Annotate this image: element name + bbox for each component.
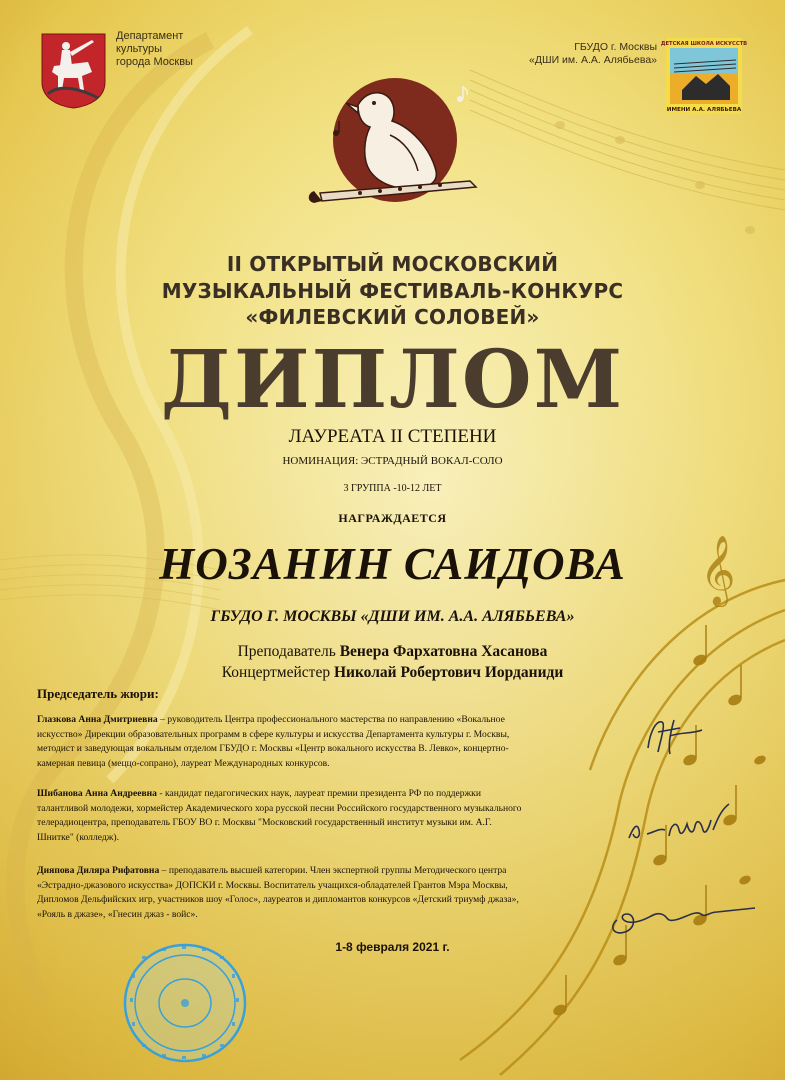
jury-member-text: «Эстрадно-джазового искусства» ДОПСКИ г. Москвы. Воспитатель учащихся-обладателей Грантов Мэра Москвы,	[37, 879, 508, 891]
department-line-3: города Москвы	[116, 56, 193, 68]
teacher-line	[0, 643, 785, 661]
jury-member-text: камерная певица (меццо-сопрано), лауреат Международных конкурсов.	[37, 758, 330, 770]
school-line-1: ГБУДО г. Москвы	[574, 41, 657, 53]
awarded-label: НАГРАЖДАЕТСЯ	[338, 511, 447, 525]
school-line-2: «ДШИ им. А.А. Алябьева»	[529, 54, 657, 66]
school-logo-icon	[660, 38, 748, 114]
institution-text: ГБУДО Г. МОСКВЫ «ДШИ ИМ. А.А. АЛЯБЬЕВА»	[210, 608, 575, 625]
nomination-text: НОМИНАЦИЯ: ЭСТРАДНЫЙ ВОКАЛ-СОЛО	[282, 455, 503, 467]
jury-member-3	[37, 864, 622, 923]
festival-title-line-2: МУЗЫКАЛЬНЫЙ ФЕСТИВАЛЬ-КОНКУРС	[161, 279, 624, 303]
festival-title-line-3: «ФИЛЕВСКИЙ СОЛОВЕЙ»	[245, 305, 540, 329]
jury-member-1	[37, 713, 622, 772]
jury-member-text: телерадиоцентра, преподаватель ГБОУ ВО г. Москвы "Московский государственный институт музыки им. А.Г.	[37, 817, 492, 829]
jury-member-text: Шнитке" (колледж).	[37, 832, 119, 844]
jury-member-name: Глазкова Анна Дмитриевна	[37, 714, 158, 725]
jury-member-text: - кандидат педагогических наук, лауреат премии президента РФ по поддержки	[156, 788, 481, 799]
jury-member-2	[37, 787, 622, 846]
recipient-name: НОЗАНИН САИДОВА	[159, 539, 626, 589]
jury-member-text: – преподаватель высшей категории. Член экспертной группы Методического центра	[159, 865, 507, 876]
accompanist-line	[0, 664, 785, 682]
accompanist-label: Концертмейстер	[221, 664, 331, 681]
degree-text: ЛАУРЕАТА II СТЕПЕНИ	[288, 426, 497, 447]
school-logo-bottom-text: ИМЕНИ А.А. АЛЯБЬЕВА	[666, 107, 742, 113]
signature-3-icon	[605, 892, 765, 938]
diploma-title: ДИПЛОМ	[160, 332, 625, 426]
svg-text:𝄞: 𝄞	[700, 535, 736, 605]
jury-chair-label: Председатель жюри:	[37, 686, 159, 701]
teacher-name: Венера Фархатовна Хасанова	[339, 643, 548, 660]
jury-member-text: «Рояль в джазе», «Гнесин джаз - войс».	[37, 909, 198, 921]
jury-member-name: Дияпова Диляра Рифатовна	[37, 865, 160, 876]
signature-1-icon	[640, 712, 710, 758]
date-text: 1-8 февраля 2021 г.	[335, 940, 450, 954]
teacher-label: Преподаватель	[237, 643, 336, 660]
school-text	[505, 41, 657, 67]
festival-title-line-1: II ОТКРЫТЫЙ МОСКОВСКИЙ	[226, 252, 559, 276]
jury-member-text: методист и заведующая вокальным отделом ГБУДО г. Москвы «Центр вокального искусства В. Левко», концертно-	[37, 743, 509, 755]
jury-member-text: Дипломов Дельфийских игр, участников шоу «Голос», лауреатов и дипломантов конкурсов «Детский триумф джаза»,	[37, 894, 519, 906]
nightingale-emblem-icon	[300, 75, 490, 225]
seal-stamp-icon	[122, 942, 248, 1064]
department-line-2: культуры	[116, 43, 163, 55]
school-logo-top-text: ДЕТСКАЯ ШКОЛА ИСКУССТВ	[660, 41, 748, 47]
department-text	[116, 30, 226, 69]
jury-member-text: талантливой молодежи, хормейстер Академического хора русской песни Российского государственного музыкального	[37, 802, 522, 814]
group-text: 3 ГРУППА -10-12 ЛЕТ	[343, 483, 442, 494]
jury-member-name: Шибанова Анна Андреевна	[37, 788, 157, 799]
signature-2-icon	[625, 800, 745, 850]
department-line-1: Департамент	[116, 30, 184, 42]
moscow-coat-of-arms-icon	[40, 32, 107, 109]
accompanist-name: Николай Робертович Иорданиди	[333, 664, 564, 681]
jury-member-text: – руководитель Центра профессионального мастерства по направлению «Вокальное	[157, 714, 505, 725]
jury-member-text: искусство» Дирекции образовательных программ в сфере культуры и искусства Департамента культуры г. Москвы,	[37, 728, 510, 740]
